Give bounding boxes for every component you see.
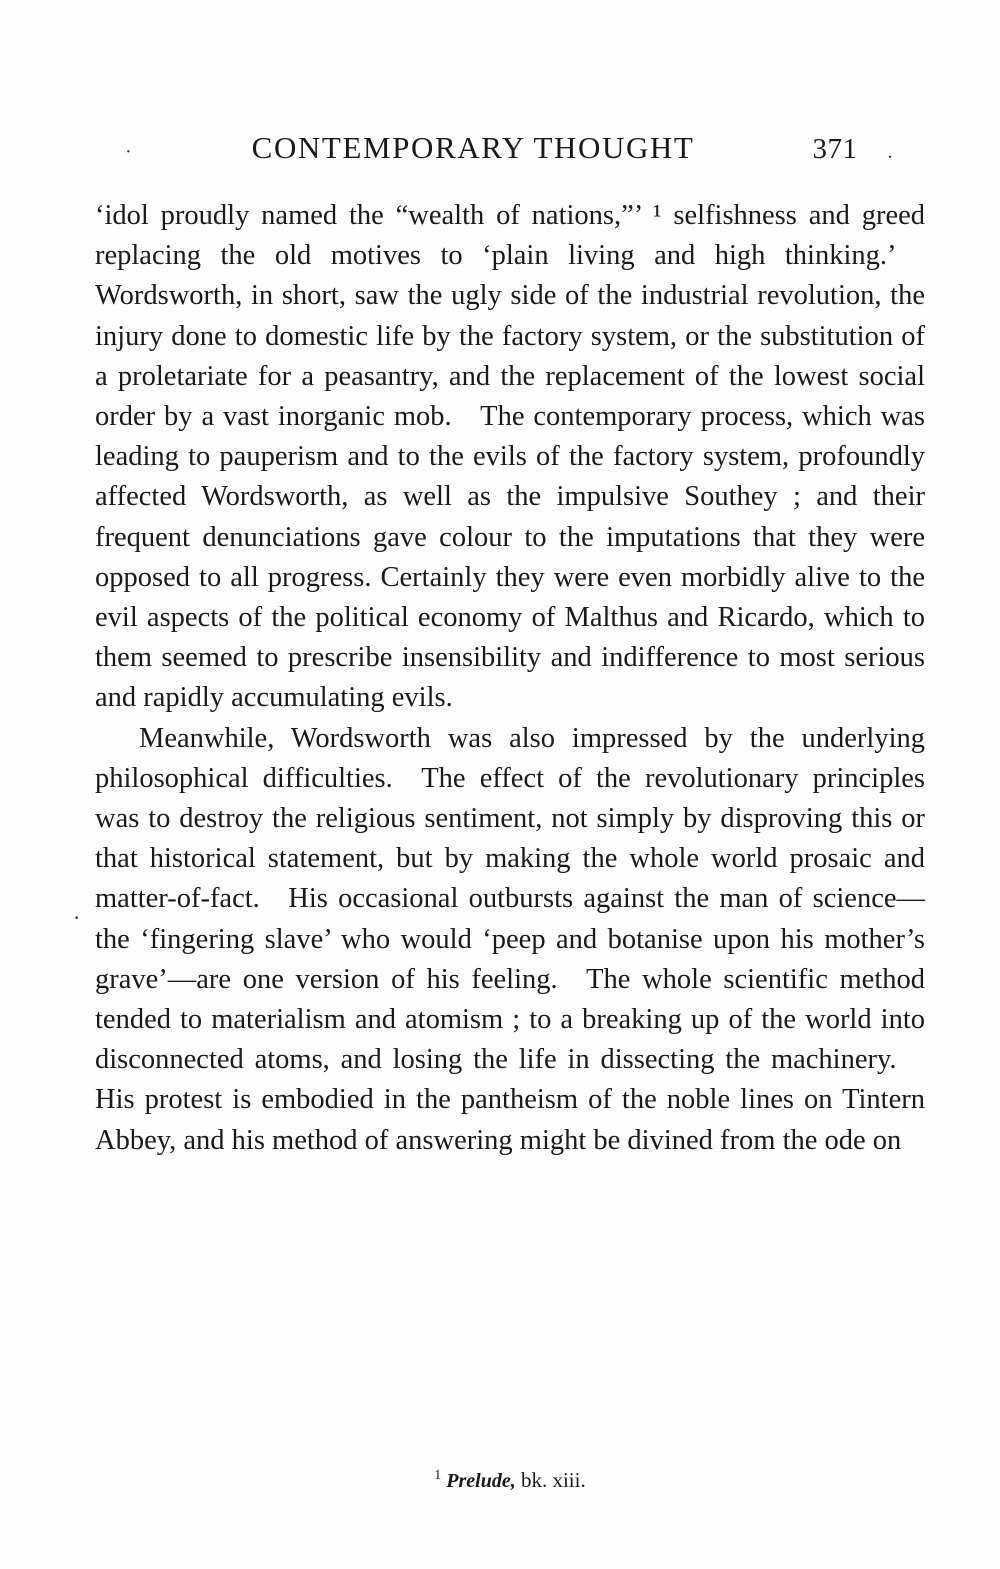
margin-mark: · — [73, 905, 81, 930]
footnote-marker: 1 — [434, 1468, 442, 1483]
footnote — [95, 1468, 925, 1493]
paragraph-2: Meanwhile, Wordsworth was also impressed by the underlying philosophical difficulties. The effect of the revolutionary principles was to destroy the religious sentiment, not simply by disproving this or that historical statement, but by making the whole world prosaic and matter-of-fact. His occasional outbursts against the man of science—the ‘fingering slave’ who would ‘peep and botanise upon his mother’s grave’—are one version of his feeling. The whole scientific method tended to materialism and atomism ; to a breaking up of the world into disconnected atoms, and losing the life in dissecting the machinery. His protest is embodied in the pantheism of the noble lines on Tintern Abbey, and his method of answering might be divined from the ode on — [95, 722, 925, 1156]
paragraph-1: ‘idol proudly named the “wealth of nations,”’ ¹ selfishness and greed replacing the old motives to ‘plain living and high thinking.’ Wordsworth, in short, saw the ugly side of the industrial revolution, the injury done to domestic life by the factory system, or the substitution of a proletariate for a peasantry, and the replacement of the lowest social order by a vast inorganic mob. The contemporary process, which was leading to pauperism and to the evils of the factory system, profoundly affected Wordsworth, as well as the impulsive Southey ; and their frequent denunciations gave colour to the imputations that they were opposed to all progress. Certainly they were even morbidly alive to the evil aspects of the political economy of Malthus and Ricardo, which to them seemed to prescribe insensibility and indifference to most serious and rapidly accumulating evils. — [95, 200, 925, 714]
running-title: CONTEMPORARY THOUGHT — [251, 130, 695, 165]
header-trailing-dot: . — [887, 141, 893, 163]
footnote-reference: bk. xiii. — [520, 1468, 586, 1492]
header-leading-dot: · — [125, 141, 132, 163]
page-number: 371 — [812, 133, 858, 165]
page-header — [95, 130, 935, 166]
footnote-source-title: Prelude, — [446, 1470, 516, 1492]
body-text — [95, 196, 925, 1161]
